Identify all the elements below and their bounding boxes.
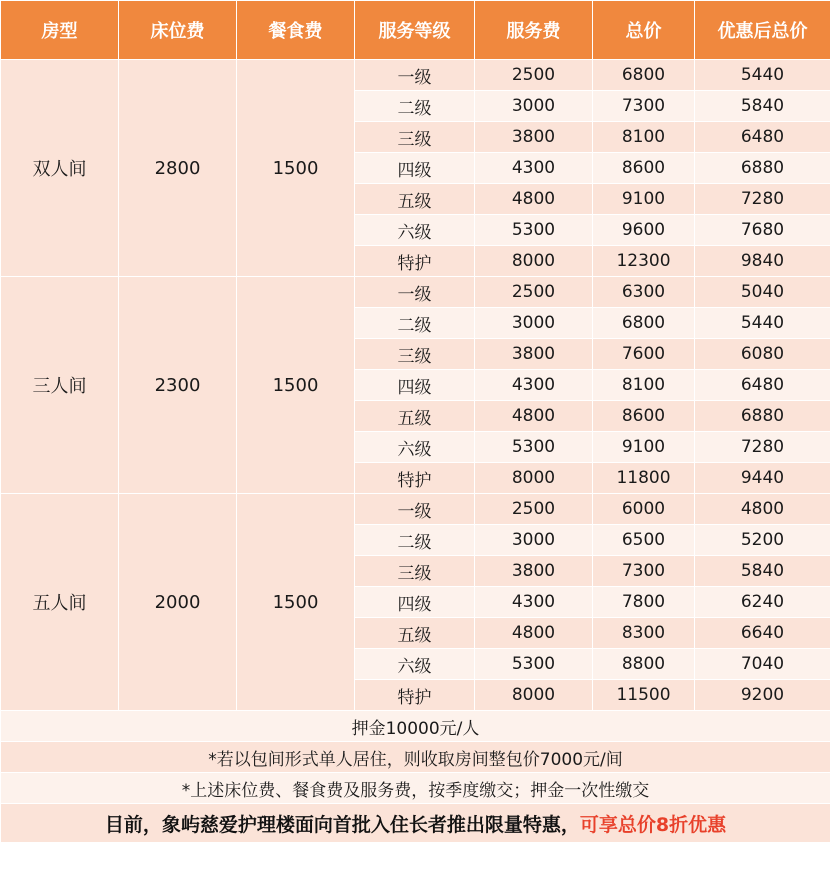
service-level-cell: 一级 [355,60,475,91]
service-fee-cell: 8000 [475,463,593,494]
table-row [1,60,830,91]
total-cell: 8800 [593,649,695,680]
service-level-cell: 六级 [355,649,475,680]
discounted-total-cell: 7280 [695,432,830,463]
service-fee-cell: 5300 [475,215,593,246]
service-fee-cell: 5300 [475,649,593,680]
total-cell: 7800 [593,587,695,618]
service-level-cell: 六级 [355,215,475,246]
deposit-row [1,711,830,742]
service-fee-cell: 4300 [475,370,593,401]
meal-fee-cell: 1500 [237,60,355,277]
service-level-cell: 四级 [355,153,475,184]
service-level-cell: 五级 [355,184,475,215]
service-fee-cell: 3800 [475,339,593,370]
total-cell: 11800 [593,463,695,494]
bed-fee-cell: 2000 [119,494,237,711]
total-cell: 6000 [593,494,695,525]
discounted-total-cell: 6480 [695,122,830,153]
discounted-total-cell: 7280 [695,184,830,215]
discounted-total-cell: 5440 [695,308,830,339]
total-cell: 7600 [593,339,695,370]
deposit-note: 押金10000元/人 [1,711,830,742]
service-fee-cell: 4300 [475,153,593,184]
service-fee-cell: 5300 [475,432,593,463]
service-fee-cell: 4800 [475,618,593,649]
service-fee-cell: 2500 [475,277,593,308]
service-fee-cell: 2500 [475,494,593,525]
service-fee-cell: 2500 [475,60,593,91]
total-cell: 7300 [593,556,695,587]
table-row [1,494,830,525]
service-fee-cell: 4300 [475,587,593,618]
service-fee-cell: 3000 [475,91,593,122]
bed-fee-cell: 2300 [119,277,237,494]
service-level-cell: 五级 [355,401,475,432]
service-fee-cell: 3800 [475,122,593,153]
discounted-total-cell: 6880 [695,153,830,184]
service-level-cell: 一级 [355,277,475,308]
discounted-total-cell: 7040 [695,649,830,680]
service-level-cell: 六级 [355,432,475,463]
total-cell: 6300 [593,277,695,308]
single-occupancy-row [1,742,830,773]
total-cell: 8600 [593,401,695,432]
discounted-total-cell: 6080 [695,339,830,370]
total-cell: 8100 [593,370,695,401]
header-total: 总价 [593,1,695,60]
discounted-total-cell: 6640 [695,618,830,649]
service-level-cell: 四级 [355,370,475,401]
table-header [1,1,830,60]
service-fee-cell: 3000 [475,308,593,339]
meal-fee-cell: 1500 [237,277,355,494]
payment-row [1,773,830,804]
discounted-total-cell: 5040 [695,277,830,308]
room-type-cell: 三人间 [1,277,119,494]
service-level-cell: 特护 [355,680,475,711]
header-meal-fee: 餐食费 [237,1,355,60]
discounted-total-cell: 7680 [695,215,830,246]
service-level-cell: 三级 [355,556,475,587]
discounted-total-cell: 5840 [695,556,830,587]
room-type-cell: 五人间 [1,494,119,711]
service-fee-cell: 8000 [475,680,593,711]
promo-highlight: 可享总价8折优惠 [579,813,727,836]
total-cell: 12300 [593,246,695,277]
service-fee-cell: 3000 [475,525,593,556]
service-level-cell: 二级 [355,525,475,556]
total-cell: 7300 [593,91,695,122]
discounted-total-cell: 9440 [695,463,830,494]
total-cell: 8300 [593,618,695,649]
service-fee-cell: 4800 [475,184,593,215]
header-service-fee: 服务费 [475,1,593,60]
service-level-cell: 二级 [355,91,475,122]
service-level-cell: 五级 [355,618,475,649]
service-fee-cell: 4800 [475,401,593,432]
total-cell: 9100 [593,184,695,215]
meal-fee-cell: 1500 [237,494,355,711]
discounted-total-cell: 6880 [695,401,830,432]
service-level-cell: 三级 [355,339,475,370]
table-row [1,277,830,308]
discounted-total-cell: 5440 [695,60,830,91]
service-level-cell: 四级 [355,587,475,618]
header-room-type: 房型 [1,1,119,60]
discounted-total-cell: 4800 [695,494,830,525]
service-level-cell: 二级 [355,308,475,339]
discounted-total-cell: 9840 [695,246,830,277]
total-cell: 6800 [593,60,695,91]
total-cell: 9600 [593,215,695,246]
table-body [1,60,830,711]
promo-text: 目前，象屿慈爱护理楼面向首批入住长者推出限量特惠， [104,813,580,836]
promo-banner [1,804,830,843]
service-level-cell: 特护 [355,246,475,277]
single-occupancy-note: *若以包间形式单人居住，则收取房间整包价7000元/间 [1,742,830,773]
service-level-cell: 三级 [355,122,475,153]
discounted-total-cell: 6240 [695,587,830,618]
header-service-level: 服务等级 [355,1,475,60]
service-fee-cell: 8000 [475,246,593,277]
total-cell: 8100 [593,122,695,153]
total-cell: 6500 [593,525,695,556]
total-cell: 9100 [593,432,695,463]
payment-note: *上述床位费、餐食费及服务费，按季度缴交；押金一次性缴交 [1,773,830,804]
service-level-cell: 特护 [355,463,475,494]
total-cell: 6800 [593,308,695,339]
discounted-total-cell: 9200 [695,680,830,711]
header-discounted-total: 优惠后总价 [695,1,830,60]
service-fee-cell: 3800 [475,556,593,587]
service-level-cell: 一级 [355,494,475,525]
header-bed-fee: 床位费 [119,1,237,60]
total-cell: 11500 [593,680,695,711]
discounted-total-cell: 5840 [695,91,830,122]
discounted-total-cell: 6480 [695,370,830,401]
total-cell: 8600 [593,153,695,184]
bed-fee-cell: 2800 [119,60,237,277]
room-type-cell: 双人间 [1,60,119,277]
discounted-total-cell: 5200 [695,525,830,556]
promo-row [1,804,830,843]
